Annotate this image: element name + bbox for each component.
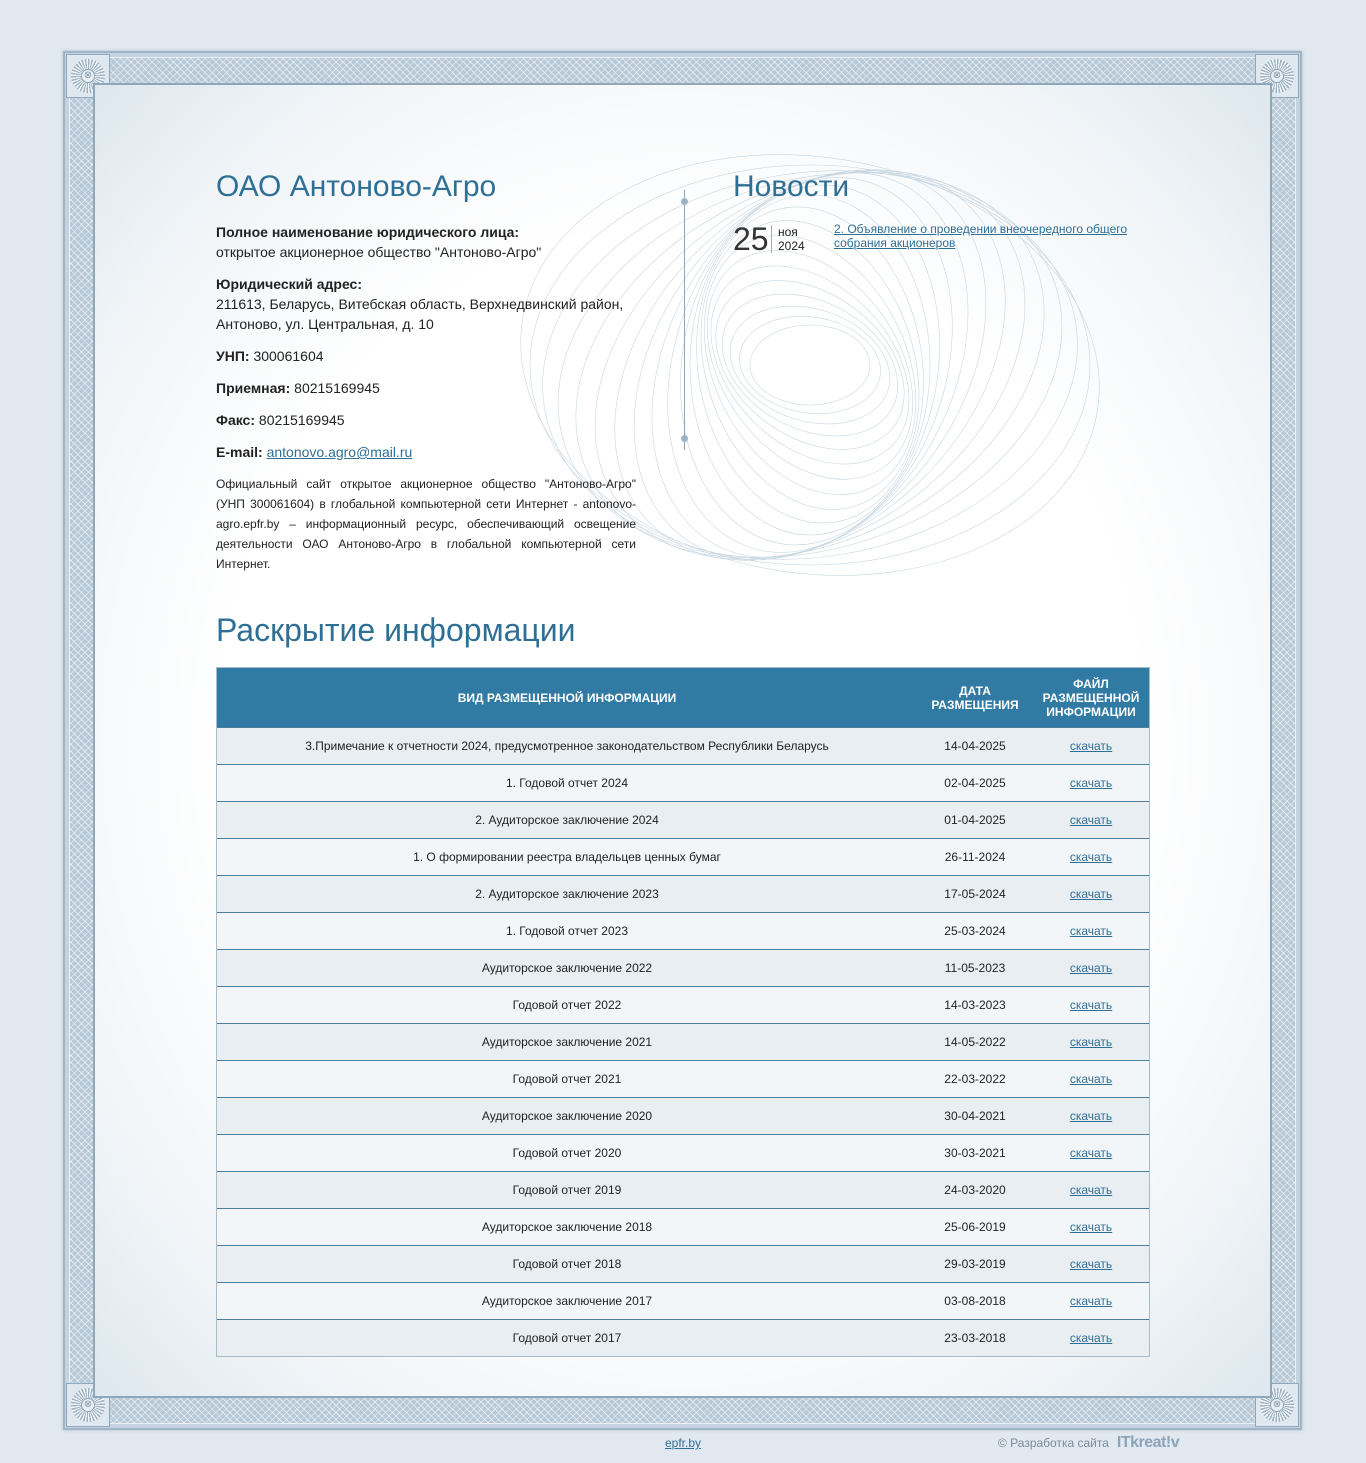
date-cell: 14-05-2022: [917, 1024, 1033, 1061]
info-type-cell: 2. Аудиторское заключение 2024: [217, 802, 917, 839]
news-title: Новости: [733, 170, 850, 203]
table-row: [217, 839, 1149, 876]
address-label: Юридический адрес:: [216, 276, 362, 292]
download-link[interactable]: скачать: [1069, 813, 1113, 827]
info-type-cell: 1. О формировании реестра владельцев ценных бумаг: [217, 839, 917, 876]
info-type-cell: Аудиторское заключение 2022: [217, 950, 917, 987]
info-type-cell: Аудиторское заключение 2021: [217, 1024, 917, 1061]
email-link[interactable]: antonovo.agro@mail.ru: [266, 444, 413, 460]
download-link[interactable]: скачать: [1069, 1220, 1113, 1234]
address-field: [216, 274, 636, 334]
file-cell: [1033, 876, 1149, 913]
file-cell: [1033, 839, 1149, 876]
download-link[interactable]: скачать: [1069, 1146, 1113, 1160]
date-cell: 25-06-2019: [917, 1209, 1033, 1246]
info-type-cell: Аудиторское заключение 2018: [217, 1209, 917, 1246]
date-cell: 26-11-2024: [917, 839, 1033, 876]
table-row: [217, 987, 1149, 1024]
developer-logo[interactable]: ITkreat!v: [1116, 1434, 1180, 1451]
file-cell: [1033, 765, 1149, 802]
table-row: [217, 913, 1149, 950]
file-cell: [1033, 1283, 1149, 1320]
vertical-divider: [684, 190, 685, 450]
info-type-cell: Аудиторское заключение 2017: [217, 1283, 917, 1320]
file-cell: [1033, 913, 1149, 950]
corner-rosette-icon: ⊗: [66, 1383, 110, 1427]
file-cell: [1033, 802, 1149, 839]
table-row: [217, 1098, 1149, 1135]
download-link[interactable]: скачать: [1069, 776, 1113, 790]
file-cell: [1033, 1320, 1149, 1357]
download-link[interactable]: скачать: [1069, 961, 1113, 975]
info-type-cell: 3.Примечание к отчетности 2024, предусмотренное законодательством Республики Беларусь: [217, 728, 917, 765]
file-cell: [1033, 987, 1149, 1024]
fullname-value: открытое акционерное общество "Антоново-Агро": [216, 244, 542, 260]
file-cell: [1033, 1246, 1149, 1283]
developer-label: © Разработка сайта: [998, 1436, 1109, 1450]
reception-field: [216, 378, 636, 398]
corner-rosette-icon: ⊗: [1255, 54, 1299, 98]
news-day: 25: [733, 221, 769, 257]
file-cell: [1033, 1098, 1149, 1135]
table-row: [217, 765, 1149, 802]
info-type-cell: Годовой отчет 2021: [217, 1061, 917, 1098]
info-type-cell: 2. Аудиторское заключение 2023: [217, 876, 917, 913]
header-info-type: ВИД РАЗМЕЩЕННОЙ ИНФОРМАЦИИ: [217, 668, 917, 728]
file-cell: [1033, 728, 1149, 765]
news-section: [733, 170, 1153, 256]
news-item: [733, 222, 1153, 256]
news-month: ноя: [778, 225, 798, 239]
company-title: ОАО Антоново-Агро: [216, 170, 497, 203]
reception-label: Приемная:: [216, 380, 291, 396]
file-cell: [1033, 950, 1149, 987]
file-cell: [1033, 1209, 1149, 1246]
table-row: [217, 1135, 1149, 1172]
info-type-cell: Годовой отчет 2019: [217, 1172, 917, 1209]
download-link[interactable]: скачать: [1069, 1331, 1113, 1345]
info-type-cell: Годовой отчет 2022: [217, 987, 917, 1024]
info-type-cell: Годовой отчет 2018: [217, 1246, 917, 1283]
file-cell: [1033, 1061, 1149, 1098]
download-link[interactable]: скачать: [1069, 887, 1113, 901]
date-cell: 17-05-2024: [917, 876, 1033, 913]
table-header-row: [217, 668, 1149, 728]
footer-developer: [998, 1434, 1179, 1452]
info-type-cell: Аудиторское заключение 2020: [217, 1098, 917, 1135]
date-cell: 29-03-2019: [917, 1246, 1033, 1283]
download-link[interactable]: скачать: [1069, 739, 1113, 753]
date-cell: 02-04-2025: [917, 765, 1033, 802]
date-cell: 11-05-2023: [917, 950, 1033, 987]
file-cell: [1033, 1135, 1149, 1172]
header-date: ДАТА РАЗМЕЩЕНИЯ: [917, 668, 1033, 728]
info-type-cell: Годовой отчет 2017: [217, 1320, 917, 1357]
site-description: Официальный сайт открытое акционерное общество "Антоново-Агро" (УНП 300061604) в глобальной компьютерной сети Интернет - antonovo-agro.epfr.by – информационный ресурс, обеспечивающий освещение деятельности ОАО Антоново-Агро в глобальной компьютерной сети Интернет.: [216, 477, 636, 571]
file-cell: [1033, 1024, 1149, 1061]
download-link[interactable]: скачать: [1069, 850, 1113, 864]
unp-field: [216, 346, 636, 366]
date-cell: 30-03-2021: [917, 1135, 1033, 1172]
unp-label: УНП:: [216, 348, 250, 364]
table-row: [217, 1209, 1149, 1246]
table-row: [217, 802, 1149, 839]
date-cell: 22-03-2022: [917, 1061, 1033, 1098]
fax-field: [216, 410, 636, 430]
file-cell: [1033, 1172, 1149, 1209]
footer-site-link[interactable]: epfr.by: [665, 1436, 702, 1450]
date-cell: 23-03-2018: [917, 1320, 1033, 1357]
table-row: [217, 1246, 1149, 1283]
info-type-cell: 1. Годовой отчет 2024: [217, 765, 917, 802]
address-value: 211613, Беларусь, Витебская область, Верхнедвинский район, Антоново, ул. Центральная, д. 10: [216, 296, 624, 332]
info-type-cell: 1. Годовой отчет 2023: [217, 913, 917, 950]
table-row: [217, 1172, 1149, 1209]
download-link[interactable]: скачать: [1069, 1294, 1113, 1308]
table-row: [217, 876, 1149, 913]
company-info: [216, 170, 636, 574]
download-link[interactable]: скачать: [1069, 1183, 1113, 1197]
download-link[interactable]: скачать: [1069, 998, 1113, 1012]
table-row: [217, 728, 1149, 765]
unp-value: 300061604: [253, 348, 324, 364]
corner-rosette-icon: ⊗: [1255, 1383, 1299, 1427]
disclosure-table: [216, 667, 1150, 1357]
fullname-field: [216, 222, 636, 262]
table-row: [217, 1061, 1149, 1098]
download-link[interactable]: скачать: [1069, 1109, 1113, 1123]
download-link[interactable]: скачать: [1069, 1257, 1113, 1271]
date-cell: 14-04-2025: [917, 728, 1033, 765]
fullname-label: Полное наименование юридического лица:: [216, 224, 520, 240]
disclosure-title: Раскрытие информации: [216, 612, 576, 648]
fax-label: Факс:: [216, 412, 256, 428]
info-type-cell: Годовой отчет 2020: [217, 1135, 917, 1172]
corner-rosette-icon: ⊗: [66, 54, 110, 98]
news-link[interactable]: 2. Объявление о проведении внеочередного общего собрания акционеров: [834, 222, 1128, 250]
email-label: E-mail:: [216, 444, 263, 460]
date-cell: 01-04-2025: [917, 802, 1033, 839]
table-row: [217, 1283, 1149, 1320]
date-cell: 03-08-2018: [917, 1283, 1033, 1320]
table-row: [217, 950, 1149, 987]
date-cell: 30-04-2021: [917, 1098, 1033, 1135]
date-cell: 14-03-2023: [917, 987, 1033, 1024]
date-cell: 24-03-2020: [917, 1172, 1033, 1209]
download-link[interactable]: скачать: [1069, 1072, 1113, 1086]
fax-value: 80215169945: [258, 412, 345, 428]
email-field: [216, 442, 636, 462]
date-cell: 25-03-2024: [917, 913, 1033, 950]
header-file: ФАЙЛ РАЗМЕЩЕННОЙ ИНФОРМАЦИИ: [1033, 668, 1149, 728]
news-year: 2024: [778, 239, 805, 253]
reception-value: 80215169945: [294, 380, 380, 396]
table-row: [217, 1024, 1149, 1061]
download-link[interactable]: скачать: [1069, 1035, 1113, 1049]
table-row: [217, 1320, 1149, 1357]
news-date: [771, 225, 822, 253]
download-link[interactable]: скачать: [1069, 924, 1113, 938]
